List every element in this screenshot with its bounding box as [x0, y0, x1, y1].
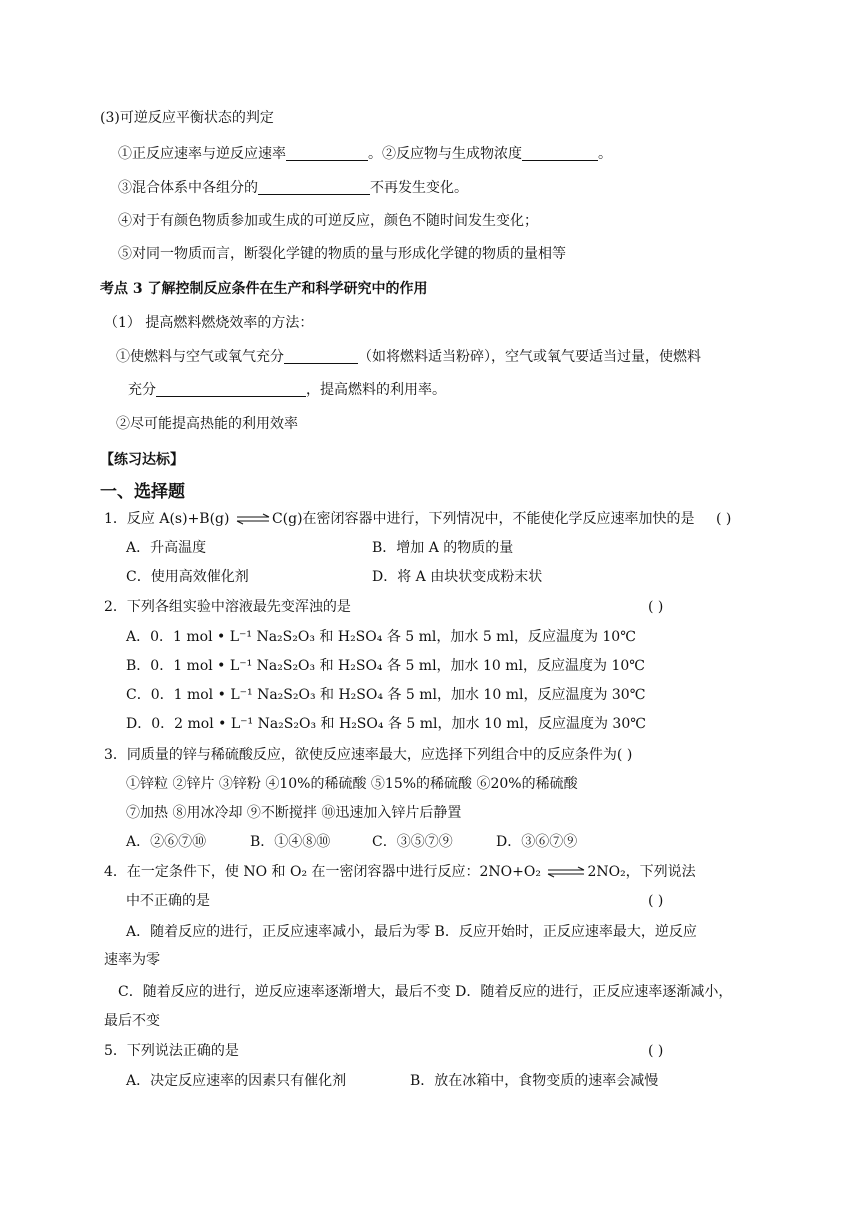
- q3-option-b[interactable]: B．①④⑧⑩: [250, 834, 331, 850]
- q2-option-a[interactable]: A．0．1 mol • L⁻¹ Na₂S₂O₃ 和 H₂SO₄ 各 5 ml，加水 5 ml，反应温度为 10℃: [126, 629, 636, 645]
- kaodian3-title: 考点 3 了解控制反应条件在生产和科学研究中的作用: [100, 281, 428, 297]
- q1-stem: 1．反应 A(s)+B(g) C(g)在密闭容器中进行，下列情况中，不能使化学反应速率加快的是: [104, 511, 695, 527]
- q2-stem: 2．下列各组实验中溶液最先变浑浊的是: [104, 599, 351, 615]
- blank-3[interactable]: [258, 178, 370, 195]
- q3-option-a[interactable]: A．②⑥⑦⑩: [126, 834, 207, 850]
- q1-option-d[interactable]: D．将 A 由块状变成粉末状: [372, 569, 543, 585]
- section-choice: 一、选择题: [100, 482, 185, 502]
- kaodian3-method1: ①使燃料与空气或氧气充分 （如将燃料适当粉碎），空气或氧气要适当过量，使燃料: [116, 349, 701, 365]
- kaodian3-method2: ②尽可能提高热能的利用效率: [116, 416, 298, 432]
- reversible-arrow-icon: [236, 513, 270, 525]
- q4-options-cd[interactable]: C．随着反应的进行，逆反应速率逐渐增大，最后不变 D．随着反应的进行，正反应速率逐渐减小，: [118, 984, 733, 1000]
- q4-answer-paren[interactable]: ( ): [648, 893, 664, 909]
- q1-option-a[interactable]: A．升高温度: [126, 540, 207, 556]
- q4-stem: 4．在一定条件下，使 NO 和 O₂ 在一密闭容器中进行反应：2NO+O₂ 2NO₂，下列说法: [104, 864, 696, 880]
- q1-option-b[interactable]: B．增加 A 的物质的量: [372, 540, 514, 556]
- q1-answer-paren[interactable]: ( ): [716, 511, 732, 527]
- blank-4[interactable]: [284, 347, 358, 364]
- section3-line3: ④对于有颜色物质参加或生成的可逆反应，颜色不随时间发生变化；: [118, 213, 538, 229]
- q3-option-c[interactable]: C．③⑤⑦⑨: [372, 834, 453, 850]
- q4-options-cd-cont: 最后不变: [104, 1013, 160, 1029]
- section3-line2: ③混合体系中各组分的 不再发生变化。: [118, 180, 468, 196]
- q2-answer-paren[interactable]: ( ): [648, 599, 664, 615]
- kaodian3-sub1: （1） 提高燃料燃烧效率的方法：: [104, 315, 314, 331]
- blank-2[interactable]: [522, 144, 598, 161]
- q3-option-d[interactable]: D．③⑥⑦⑨: [496, 834, 578, 850]
- q3-stem: 3．同质量的锌与稀硫酸反应，欲使反应速率最大，应选择下列组合中的反应条件为( ): [104, 747, 633, 763]
- section3-line4: ⑤对同一物质而言，断裂化学键的物质的量与形成化学键的物质的量相等: [118, 246, 566, 262]
- q5-option-b[interactable]: B．放在冰箱中，食物变质的速率会减慢: [410, 1073, 659, 1089]
- q1-option-c[interactable]: C．使用高效催化剂: [126, 569, 249, 585]
- q5-option-a[interactable]: A．决定反应速率的因素只有催化剂: [126, 1073, 347, 1089]
- section3-line1: ①正反应速率与逆反应速率 。②反应物与生成物浓度 。: [118, 146, 612, 162]
- q3-conditions-2: ⑦加热 ⑧用冰冷却 ⑨不断搅拌 ⑩迅速加入锌片后静置: [126, 805, 462, 821]
- section3-title: (3)可逆反应平衡状态的判定: [100, 110, 274, 126]
- q2-option-c[interactable]: C．0．1 mol • L⁻¹ Na₂S₂O₃ 和 H₂SO₄ 各 5 ml，加水 10 ml，反应温度为 30℃: [126, 687, 646, 703]
- practice-title: 【练习达标】: [100, 452, 184, 468]
- blank-1[interactable]: [286, 144, 368, 161]
- kaodian3-method1-cont: 充分 ，提高燃料的利用率。: [128, 382, 446, 398]
- q2-option-d[interactable]: D．0．2 mol • L⁻¹ Na₂S₂O₃ 和 H₂SO₄ 各 5 ml，加水 10 ml，反应温度为 30℃: [126, 716, 646, 732]
- q5-stem: 5．下列说法正确的是: [104, 1043, 239, 1059]
- q4-options-ab-cont: 速率为零: [104, 952, 160, 968]
- q3-conditions-1: ①锌粒 ②锌片 ③锌粉 ④10%的稀硫酸 ⑤15%的稀硫酸 ⑥20%的稀硫酸: [126, 776, 578, 792]
- q5-answer-paren[interactable]: ( ): [648, 1043, 664, 1059]
- q2-option-b[interactable]: B．0．1 mol • L⁻¹ Na₂S₂O₃ 和 H₂SO₄ 各 5 ml，加水 10 ml，反应温度为 10℃: [126, 658, 645, 674]
- q4-options-ab[interactable]: A．随着反应的进行，正反应速率减小，最后为零 B．反应开始时，正反应速率最大，逆反应: [126, 924, 697, 940]
- reversible-arrow-icon: [547, 866, 585, 878]
- q4-stem-cont: 中不正确的是: [126, 893, 210, 909]
- blank-5[interactable]: [156, 380, 306, 397]
